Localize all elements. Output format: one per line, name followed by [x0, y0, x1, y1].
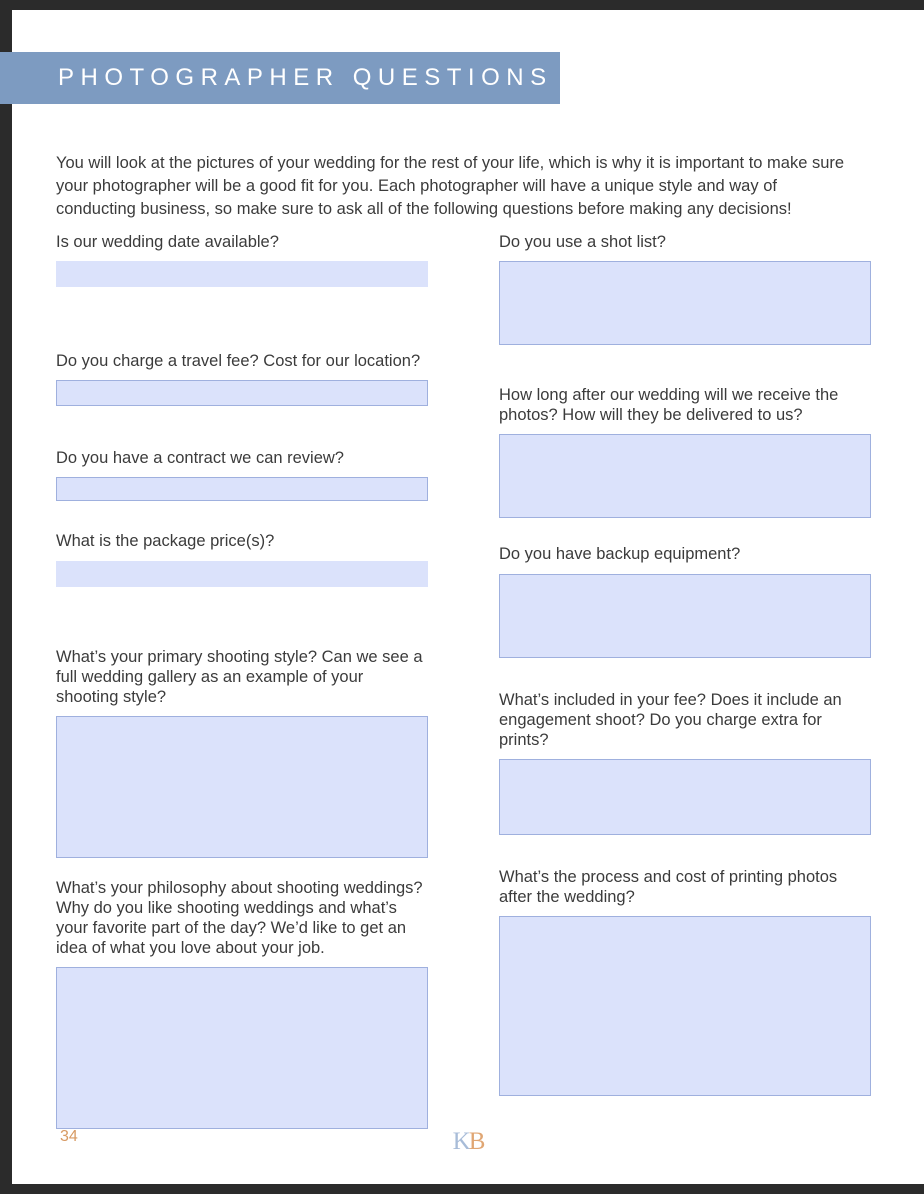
- question-block: [56, 448, 428, 501]
- answer-field[interactable]: [56, 380, 428, 406]
- answer-field[interactable]: [56, 716, 428, 858]
- question-block: [499, 385, 871, 518]
- question-label: Is our wedding date available?: [56, 233, 279, 251]
- answer-field[interactable]: [56, 561, 428, 587]
- left-column: [56, 232, 428, 1129]
- answer-field[interactable]: [499, 261, 871, 345]
- question-label: What’s your primary shooting style? Can we see a full wedding gallery as an example of your shooting style?: [56, 647, 423, 706]
- question-block: [499, 690, 871, 835]
- question-block: [56, 351, 428, 406]
- page-title-bar: [0, 52, 560, 104]
- page-number: 34: [60, 1128, 78, 1145]
- question-block: [56, 232, 428, 287]
- question-label: What is the package price(s)?: [56, 532, 275, 551]
- answer-field[interactable]: [499, 759, 871, 835]
- logo-letter-k: K: [452, 1128, 469, 1155]
- brand-logo: [453, 1128, 484, 1156]
- question-label: What’s included in your fee? Does it include an engagement shoot? Do you charge extra for prints?: [499, 690, 842, 749]
- question-block: [56, 878, 428, 1130]
- question-block: [499, 867, 871, 1096]
- page-content: [12, 10, 924, 1184]
- question-block: [56, 531, 428, 586]
- page-edge-top: [0, 0, 924, 10]
- answer-field[interactable]: [56, 477, 428, 501]
- question-label: How long after our wedding will we receive the photos? How will they be delivered to us?: [499, 386, 839, 425]
- page-edge-left: [0, 0, 12, 1194]
- question-label: Do you charge a travel fee? Cost for our location?: [56, 352, 421, 371]
- answer-field[interactable]: [499, 916, 871, 1096]
- question-block: [499, 232, 871, 345]
- page-title: PHOTOGRAPHER QUESTIONS: [58, 64, 553, 91]
- question-block: [499, 544, 871, 657]
- answer-field[interactable]: [56, 261, 428, 287]
- question-label: Do you have a contract we can review?: [56, 449, 344, 468]
- answer-field[interactable]: [56, 967, 428, 1129]
- page-edge-bottom: [0, 1184, 924, 1194]
- logo-letter-b: B: [468, 1128, 484, 1155]
- question-label: What’s the process and cost of printing photos after the wedding?: [499, 867, 838, 906]
- question-label: What’s your philosophy about shooting weddings? Why do you like shooting weddings and what’s your favorite part of the day? We’d like to get an idea of what you love about your job.: [56, 878, 423, 958]
- question-block: [56, 647, 428, 858]
- right-column: [499, 232, 871, 1096]
- answer-field[interactable]: [499, 574, 871, 658]
- intro-paragraph: You will look at the pictures of your wedding for the rest of your life, which is why it is important to make sure your photographer will be a good fit for you. Each photographer will have a unique style and way of conducting business, so make sure to ask all of the following questions before making any decisions!: [56, 153, 845, 219]
- question-label: Do you have backup equipment?: [499, 545, 741, 564]
- question-label: Do you use a shot list?: [499, 233, 666, 251]
- answer-field[interactable]: [499, 434, 871, 518]
